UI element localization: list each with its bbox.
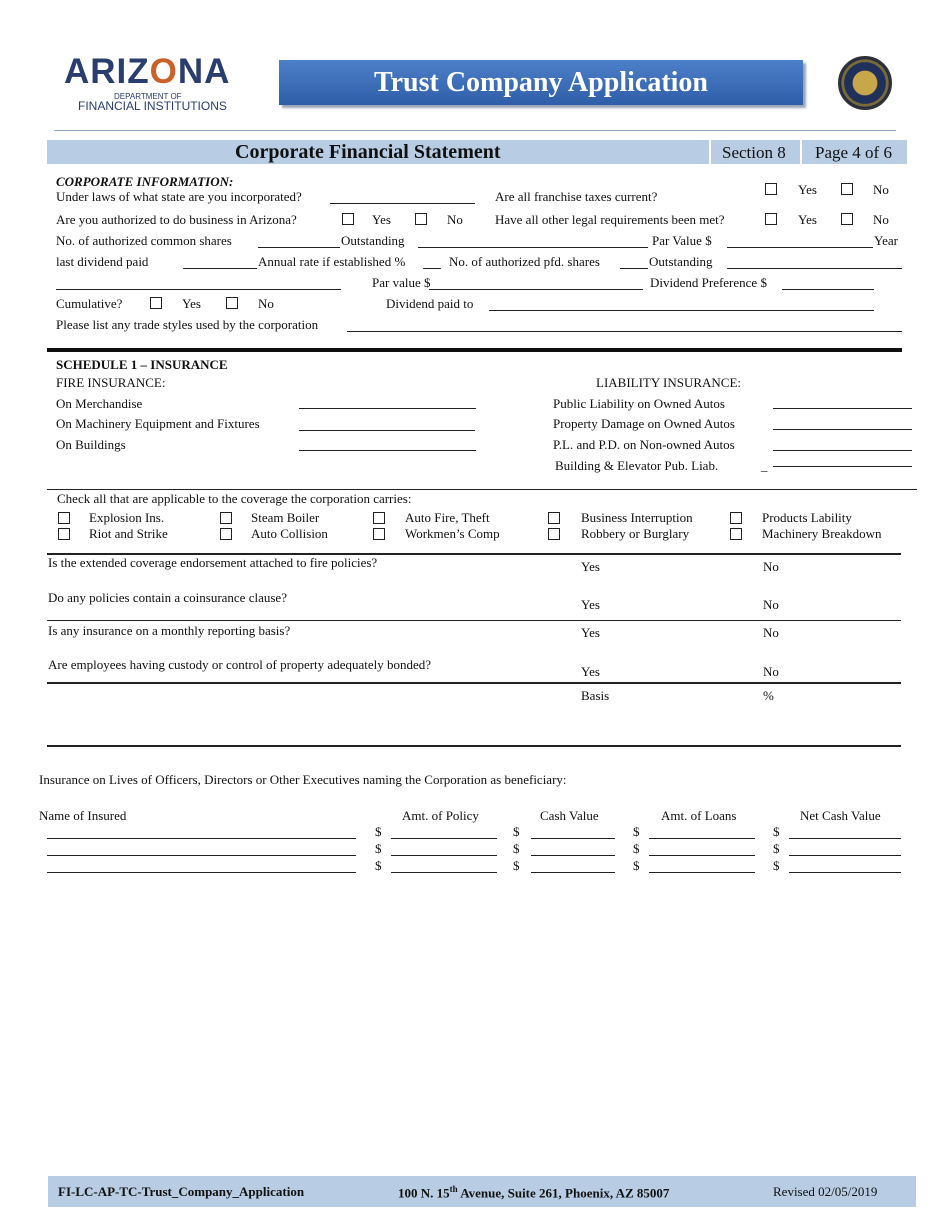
- logo-subtitle-2: FINANCIAL INSTITUTIONS: [78, 99, 227, 113]
- q2-yes[interactable]: Yes: [581, 597, 600, 612]
- liability-building-field[interactable]: [773, 466, 912, 467]
- coverage-label: Robbery or Burglary: [581, 526, 690, 541]
- year-label: Year: [874, 233, 898, 248]
- q1-yes[interactable]: Yes: [581, 559, 600, 574]
- footer-revised: Revised 02/05/2019: [773, 1184, 878, 1199]
- coverage-checkbox[interactable]: [548, 528, 560, 540]
- pfd-extra-field[interactable]: [56, 289, 341, 290]
- cumulative-yes-label: Yes: [182, 296, 201, 311]
- logo-subtitle-1: DEPARTMENT OF: [114, 92, 182, 101]
- footer-address: [398, 1184, 669, 1201]
- basis-top-rule: [47, 682, 901, 684]
- coverage-checkbox[interactable]: [730, 528, 742, 540]
- agency-logo: [64, 52, 244, 114]
- question-monthly-reporting: Is any insurance on a monthly reporting basis?: [48, 623, 291, 638]
- annual-rate-field[interactable]: [423, 268, 441, 269]
- logo-text-mid: O: [149, 52, 178, 91]
- fire-item: On Machinery Equipment and Fixtures: [56, 416, 260, 431]
- column-header-policy: Amt. of Policy: [402, 808, 479, 823]
- dollar-sign: $: [513, 824, 520, 839]
- header-divider: [54, 130, 896, 131]
- coverage-label: Products Lability: [762, 510, 852, 525]
- legal-yes-label: Yes: [798, 212, 817, 227]
- common-shares-field[interactable]: [258, 247, 340, 248]
- trade-styles-label: Please list any trade styles used by the corporation: [56, 317, 319, 332]
- pfd-shares-label: No. of authorized pfd. shares: [449, 254, 600, 269]
- last-dividend-label: last dividend paid: [56, 254, 149, 269]
- life-insurance-heading: Insurance on Lives of Officers, Directors or Other Executives naming the Corporation as beneficiary:: [39, 772, 567, 787]
- coverage-label: Riot and Strike: [89, 526, 168, 541]
- net-cash-field[interactable]: [789, 872, 901, 873]
- footer-form-id: FI-LC-AP-TC-Trust_Company_Application: [58, 1184, 305, 1199]
- legal-no-checkbox[interactable]: [841, 213, 853, 225]
- liability-item: Property Damage on Owned Autos: [553, 416, 735, 431]
- dollar-sign: $: [513, 841, 520, 856]
- net-cash-field[interactable]: [789, 855, 901, 856]
- footer-address-sup: th: [449, 1184, 458, 1194]
- common-outstanding-field[interactable]: [418, 247, 648, 248]
- state-incorporated-label: Under laws of what state are you incorporated?: [56, 189, 302, 204]
- dividend-paid-to-field[interactable]: [489, 310, 874, 311]
- legal-no-label: No: [873, 212, 889, 227]
- liability-property-field[interactable]: [773, 429, 912, 430]
- logo-text-left: ARIZ: [64, 52, 150, 91]
- question-extended-coverage: Is the extended coverage endorsement attached to fire policies?: [48, 555, 378, 570]
- liability-item: P.L. and P.D. on Non-owned Autos: [553, 437, 735, 452]
- page-number: Page 4 of 6: [815, 143, 892, 162]
- q4-no[interactable]: No: [763, 664, 779, 679]
- dollar-sign: $: [773, 858, 780, 873]
- legal-requirements-label: Have all other legal requirements been met?: [495, 212, 725, 227]
- basis-bottom-rule: [47, 745, 901, 747]
- dollar-sign: $: [375, 858, 382, 873]
- liability-item: Public Liability on Owned Autos: [553, 396, 725, 411]
- coverage-checkbox[interactable]: [373, 512, 385, 524]
- authorized-az-no-label: No: [447, 212, 463, 227]
- question-coinsurance: Do any policies contain a coinsurance clause?: [48, 590, 287, 605]
- dividend-preference-field[interactable]: [782, 289, 874, 290]
- pfd-shares-field[interactable]: [620, 268, 648, 269]
- question-employees-bonded: Are employees having custody or control of property adequately bonded?: [48, 657, 432, 672]
- dividend-preference-label: Dividend Preference $: [650, 275, 767, 290]
- column-header-net-cash: Net Cash Value: [800, 808, 881, 823]
- franchise-no-label: No: [873, 182, 889, 197]
- q3-no[interactable]: No: [763, 625, 779, 640]
- authorized-az-label: Are you authorized to do business in Arizona?: [56, 212, 297, 227]
- fire-item: On Merchandise: [56, 396, 143, 411]
- dollar-sign: $: [633, 824, 640, 839]
- trade-styles-field[interactable]: [347, 331, 902, 332]
- section-divider-thick: [47, 348, 902, 352]
- logo-text-right: NA: [177, 52, 231, 91]
- dollar-sign: $: [633, 858, 640, 873]
- coverage-label: Explosion Ins.: [89, 510, 165, 525]
- par-value-field[interactable]: [727, 247, 873, 248]
- coverage-checkbox[interactable]: [58, 512, 70, 524]
- common-shares-label: No. of authorized common shares: [56, 233, 232, 248]
- annual-rate-label: Annual rate if established %: [258, 254, 406, 269]
- fire-machinery-field[interactable]: [299, 430, 475, 431]
- coverage-label: Workmen’s Comp: [405, 526, 500, 541]
- insured-name-field[interactable]: [47, 872, 356, 873]
- cash-value-field[interactable]: [531, 855, 615, 856]
- cash-value-field[interactable]: [531, 872, 615, 873]
- footer-address-post: Avenue, Suite 261, Phoenix, AZ 85007: [457, 1185, 670, 1201]
- corporate-info-heading: CORPORATE INFORMATION:: [56, 174, 234, 189]
- pfd-outstanding-field[interactable]: [727, 268, 902, 269]
- liability-insurance-heading: LIABILITY INSURANCE:: [596, 375, 742, 390]
- state-incorporated-field[interactable]: [330, 203, 475, 204]
- coverage-checkbox[interactable]: [220, 512, 232, 524]
- percent-label: %: [763, 688, 774, 703]
- section-title: Corporate Financial Statement: [235, 141, 501, 163]
- common-outstanding-label: Outstanding: [341, 233, 405, 248]
- insured-name-field[interactable]: [47, 855, 356, 856]
- liability-underscore: _: [761, 458, 768, 473]
- franchise-yes-checkbox[interactable]: [765, 183, 777, 195]
- dollar-sign: $: [513, 858, 520, 873]
- dollar-sign: $: [773, 841, 780, 856]
- authorized-az-yes-label: Yes: [372, 212, 391, 227]
- fire-merchandise-field[interactable]: [299, 408, 476, 409]
- dollar-sign: $: [375, 841, 382, 856]
- last-dividend-field[interactable]: [183, 268, 257, 269]
- q3-yes[interactable]: Yes: [581, 625, 600, 640]
- franchise-taxes-label: Are all franchise taxes current?: [495, 189, 658, 204]
- dividend-paid-to-label: Dividend paid to: [386, 296, 474, 311]
- cumulative-no-label: No: [258, 296, 274, 311]
- coverage-label: Steam Boiler: [251, 510, 320, 525]
- coverage-checkbox[interactable]: [58, 528, 70, 540]
- cumulative-no-checkbox[interactable]: [226, 297, 238, 309]
- coverage-checkbox[interactable]: [220, 528, 232, 540]
- insured-name-field[interactable]: [47, 838, 356, 839]
- cumulative-label: Cumulative?: [56, 296, 123, 311]
- legal-yes-checkbox[interactable]: [765, 213, 777, 225]
- loans-amount-field[interactable]: [649, 838, 755, 839]
- coverage-instruction: Check all that are applicable to the coverage the corporation carries:: [57, 491, 412, 506]
- schedule-heading: SCHEDULE 1 – INSURANCE: [56, 357, 228, 372]
- loans-amount-field[interactable]: [649, 855, 755, 856]
- column-header-loans: Amt. of Loans: [661, 808, 737, 823]
- fire-buildings-field[interactable]: [299, 450, 476, 451]
- liability-public-field[interactable]: [773, 408, 912, 409]
- pfd-outstanding-label: Outstanding: [649, 254, 713, 269]
- pfd-par-value-label: Par value $: [372, 275, 431, 290]
- form-title-banner: [279, 60, 803, 105]
- authorized-az-no-checkbox[interactable]: [415, 213, 427, 225]
- column-header-name: Name of Insured: [39, 808, 127, 823]
- fire-item: On Buildings: [56, 437, 126, 452]
- questions-mid-rule: [47, 620, 901, 621]
- q2-no[interactable]: No: [763, 597, 779, 612]
- dollar-sign: $: [375, 824, 382, 839]
- coverage-checkbox[interactable]: [373, 528, 385, 540]
- loans-amount-field[interactable]: [649, 872, 755, 873]
- q4-yes[interactable]: Yes: [581, 664, 600, 679]
- policy-amount-field[interactable]: [391, 838, 497, 839]
- cash-value-field[interactable]: [531, 838, 615, 839]
- authorized-az-yes-checkbox[interactable]: [342, 213, 354, 225]
- coverage-label: Auto Collision: [251, 526, 328, 541]
- coverage-checkbox[interactable]: [730, 512, 742, 524]
- form-title: Trust Company Application: [374, 67, 708, 98]
- cumulative-yes-checkbox[interactable]: [150, 297, 162, 309]
- franchise-no-checkbox[interactable]: [841, 183, 853, 195]
- liability-nonowned-field[interactable]: [773, 450, 912, 451]
- coverage-label: Machinery Breakdown: [762, 526, 882, 541]
- policy-amount-field[interactable]: [391, 872, 497, 873]
- coverage-label: Auto Fire, Theft: [405, 510, 490, 525]
- coverage-label: Business Interruption: [581, 510, 693, 525]
- franchise-yes-label: Yes: [798, 182, 817, 197]
- footer-address-pre: 100 N. 15: [398, 1185, 450, 1201]
- dollar-sign: $: [633, 841, 640, 856]
- coverage-divider: [47, 489, 917, 490]
- pfd-par-value-field[interactable]: [429, 289, 643, 290]
- section-number: Section 8: [722, 143, 786, 162]
- column-header-cash-value: Cash Value: [540, 808, 599, 823]
- par-value-label: Par Value $: [652, 233, 712, 248]
- state-seal-icon: [838, 56, 892, 110]
- fire-insurance-heading: FIRE INSURANCE:: [56, 375, 166, 390]
- policy-amount-field[interactable]: [391, 855, 497, 856]
- dollar-sign: $: [773, 824, 780, 839]
- basis-label: Basis: [581, 688, 610, 703]
- coverage-checkbox[interactable]: [548, 512, 560, 524]
- net-cash-field[interactable]: [789, 838, 901, 839]
- liability-item: Building & Elevator Pub. Liab.: [555, 458, 719, 473]
- q1-no[interactable]: No: [763, 559, 779, 574]
